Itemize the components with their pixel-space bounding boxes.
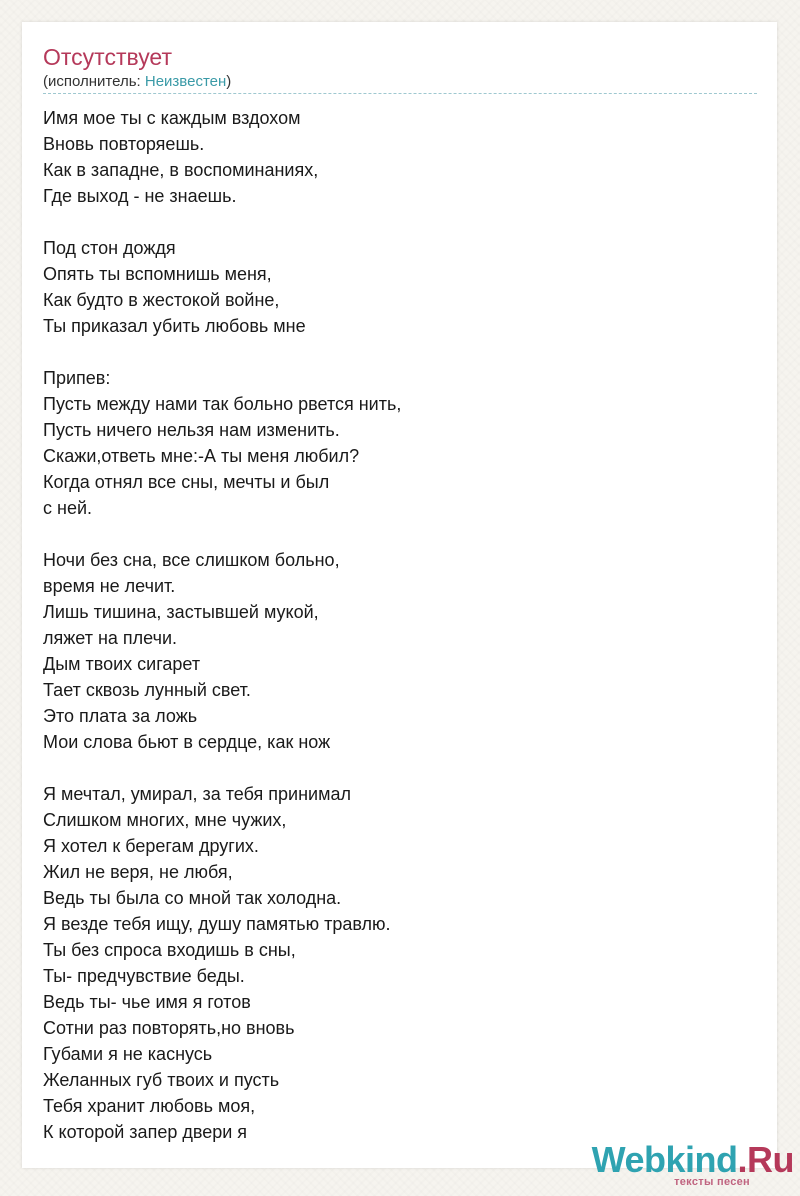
lyrics-line: Я хотел к берегам других. — [43, 836, 259, 856]
lyrics-line: Скажи,ответь мне:-А ты меня любил? — [43, 446, 360, 466]
artist-link[interactable]: Неизвестен — [144, 73, 227, 90]
lyrics-line: Вновь повторяешь. — [43, 134, 205, 154]
lyrics-line: Как будто в жестокой войне, — [43, 290, 280, 310]
lyrics-line: Ведь ты была со мной так холодна. — [43, 888, 342, 908]
lyrics-line: Где выход - не знаешь. — [43, 186, 237, 206]
artist-suffix: ) — [226, 73, 232, 90]
artist-line — [43, 73, 231, 91]
lyrics-line: Ты без спроса входишь в сны, — [43, 940, 296, 960]
lyrics-stanza — [43, 105, 743, 209]
lyrics-line: Как в западне, в воспоминаниях, — [43, 160, 319, 180]
lyrics-line: Ведь ты- чье имя я готов — [43, 992, 251, 1012]
lyrics-line: Лишь тишина, застывшей мукой, — [43, 602, 319, 622]
lyrics-line: К которой запер двери я — [43, 1122, 248, 1142]
lyrics-line: Жил не веря, не любя, — [43, 862, 233, 882]
lyrics-line: Мои слова бьют в сердце, как нож — [43, 732, 331, 752]
lyrics-line: Дым твоих сигарет — [43, 654, 201, 674]
lyrics-stanza — [43, 781, 743, 1145]
lyrics-stanza — [43, 547, 743, 755]
lyrics-line: Имя мое ты с каждым вздохом — [43, 108, 301, 128]
webkind-logo[interactable] — [591, 1139, 794, 1190]
lyrics-line: Пусть ничего нельзя нам изменить. — [43, 420, 340, 440]
lyrics-line: Слишком многих, мне чужих, — [43, 810, 287, 830]
lyrics-line: Пусть между нами так больно рвется нить, — [43, 394, 402, 414]
lyrics-line: Когда отнял все сны, мечты и был — [43, 472, 330, 492]
lyrics-line: с ней. — [43, 498, 93, 518]
lyrics-line: Желанных губ твоих и пусть — [43, 1070, 280, 1090]
lyrics-line: ляжет на плечи. — [43, 628, 177, 648]
lyrics-line: Это плата за ложь — [43, 706, 198, 726]
lyrics-line: Губами я не каснусь — [43, 1044, 213, 1064]
lyrics-stanza — [43, 365, 743, 521]
lyrics-line: Ты приказал убить любовь мне — [43, 316, 306, 336]
lyrics-line: время не лечит. — [43, 576, 176, 596]
lyrics-line: Я везде тебя ищу, душу памятью травлю. — [43, 914, 391, 934]
lyrics-body — [43, 105, 743, 1171]
lyrics-line: Припев: — [43, 368, 111, 388]
logo-main-text: Webkind — [591, 1139, 738, 1180]
lyrics-line: Сотни раз повторять,но вновь — [43, 1018, 295, 1038]
logo-wordmark — [592, 1140, 794, 1180]
lyrics-line: Ты- предчувствие беды. — [43, 966, 245, 986]
lyrics-line: Ночи без сна, все слишком больно, — [43, 550, 340, 570]
lyrics-line: Под стон дождя — [43, 238, 176, 258]
lyrics-card — [22, 22, 777, 1168]
artist-prefix: (исполнитель: — [43, 73, 145, 90]
lyrics-line: Опять ты вспомнишь меня, — [43, 264, 272, 284]
lyrics-line: Тает сквозь лунный свет. — [43, 680, 251, 700]
title-divider — [43, 93, 757, 94]
song-title: Отсутствует — [43, 44, 172, 70]
lyrics-line: Тебя хранит любовь моя, — [43, 1096, 256, 1116]
lyrics-stanza — [43, 235, 743, 339]
logo-suffix-text: .Ru — [737, 1139, 794, 1180]
lyrics-line: Я мечтал, умирал, за тебя принимал — [43, 784, 351, 804]
logo-tagline: тексты песен — [674, 1176, 750, 1188]
